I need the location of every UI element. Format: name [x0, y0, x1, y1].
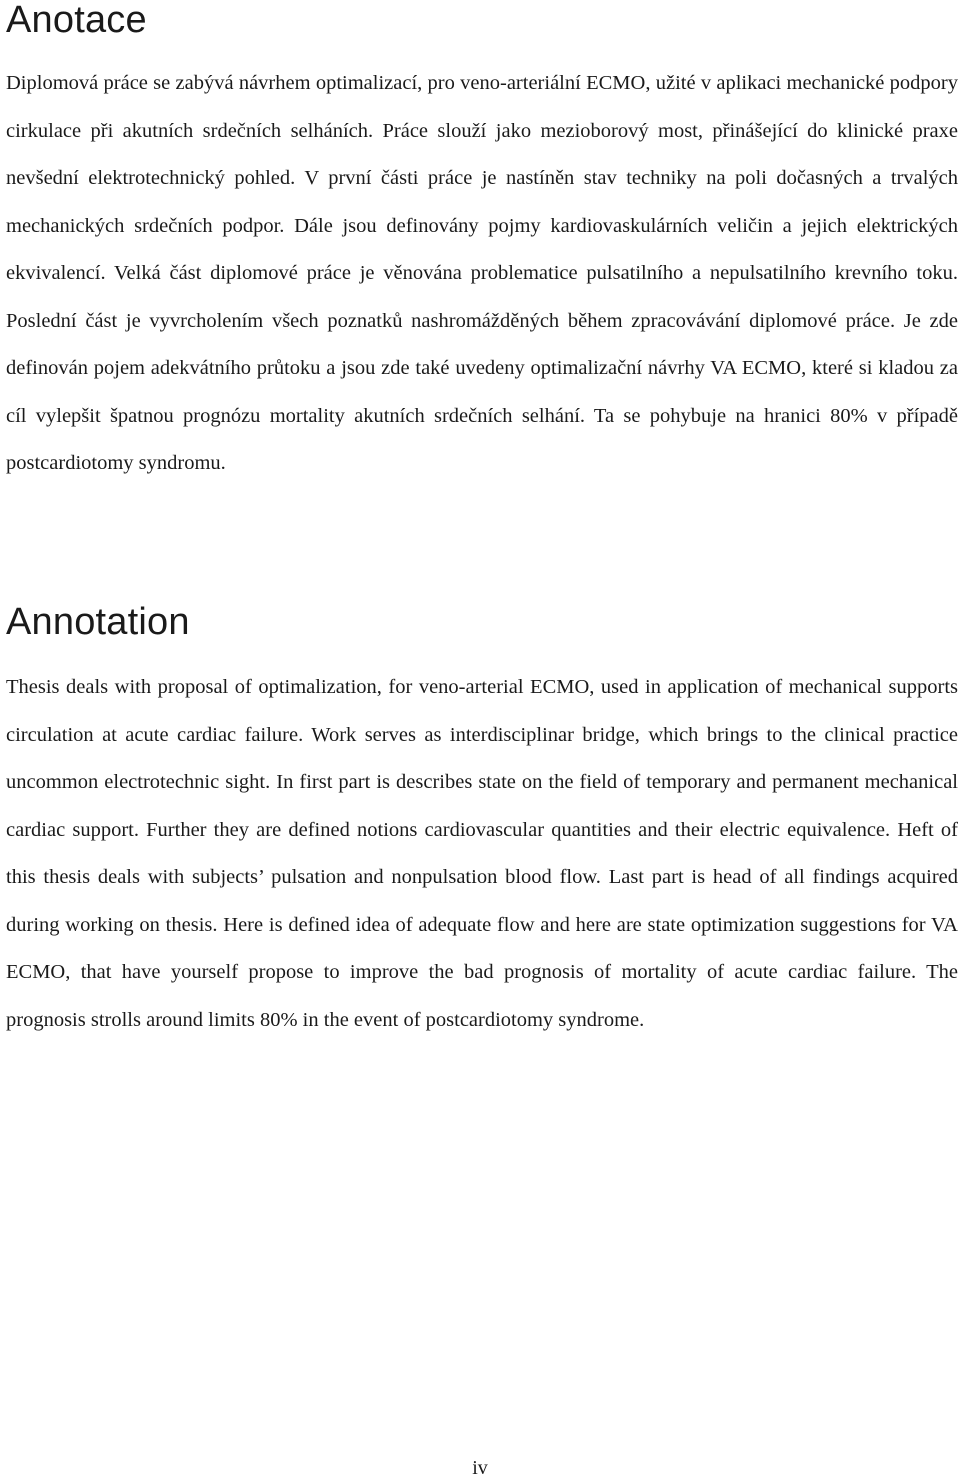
- section-heading-czech: Anotace: [6, 0, 147, 41]
- document-page: [6, 0, 958, 1480]
- abstract-paragraph-czech: Diplomová práce se zabývá návrhem optimalizací, pro veno-arteriální ECMO, užité v aplikaci mechanické podpory cirkulace při akutních srdečních selháních. Práce slouží jako mezioborový most, přinášející do klinické praxe nevšední elektrotechnický pohled. V první části práce je nastíněn stav techniky na poli dočasných a trvalých mechanických srdečních podpor. Dále jsou definovány pojmy kardiovaskulárních veličin a jejich elektrických ekvivalencí. Velká část diplomové práce je věnována problematice pulsatilního a nepulsatilního krevního toku. Poslední část je vyvrcholením všech poznatků nashromážděných během zpracovávání diplomové práce. Je zde definován pojem adekvátního průtoku a jsou zde také uvedeny optimalizační návrhy VA ECMO, které si kladou za cíl vylepšit špatnou prognózu mortality akutních srdečních selhání. Ta se pohybuje na hranici 80% v případě postcardiotomy syndromu.: [6, 72, 958, 474]
- page-number: iv: [472, 1457, 488, 1479]
- section-heading-english: Annotation: [6, 601, 190, 643]
- abstract-paragraph-english: Thesis deals with proposal of optimalization, for veno-arterial ECMO, used in application of mechanical supports circulation at acute cardiac failure. Work serves as interdisciplinar bridge, which brings to the clinical practice uncommon electrotechnic sight. In first part is describes state on the field of temporary and permanent mechanical cardiac support. Further they are defined notions cardiovascular quantities and their electric equivalence. Heft of this thesis deals with subjects’ pulsation and nonpulsation blood flow. Last part is head of all findings acquired during working on thesis. Here is defined idea of adequate flow and here are state optimization suggestions for VA ECMO, that have yourself propose to improve the bad prognosis of mortality of acute cardiac failure. The prognosis strolls around limits 80% in the event of postcardiotomy syndrome.: [6, 676, 958, 1031]
